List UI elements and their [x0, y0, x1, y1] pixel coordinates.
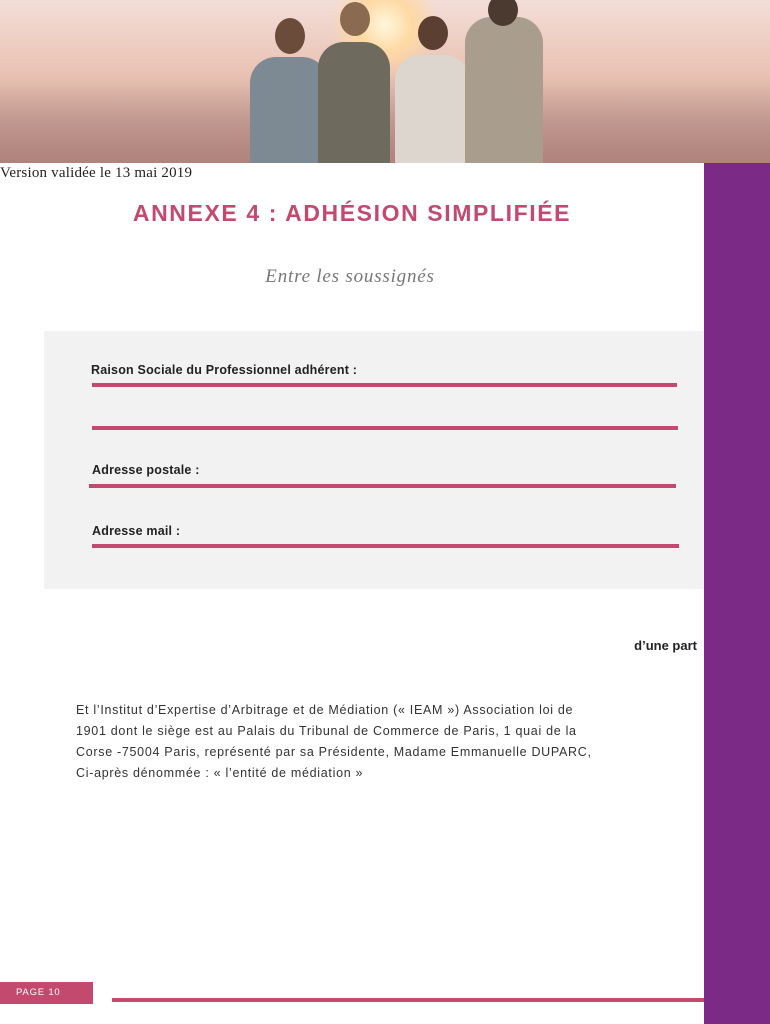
person-silhouette [318, 42, 390, 163]
adresse-mail-field[interactable] [92, 544, 679, 548]
header-photo [0, 0, 770, 163]
page-number-badge: PAGE 10 [0, 982, 93, 1004]
side-bar [704, 163, 770, 1024]
raison-sociale-field-line-2[interactable] [92, 426, 678, 430]
adresse-postale-label: Adresse postale : [92, 463, 200, 477]
paragraph-line: 1901 dont le siège est au Palais du Tribunal de Commerce de Paris, 1 quai de la [76, 724, 577, 738]
document-title: ANNEXE 4 : ADHÉSION SIMPLIFIÉE [132, 200, 572, 226]
document-subtitle: Entre les soussignés [265, 266, 435, 287]
person-head [340, 2, 370, 36]
person-silhouette [250, 57, 328, 163]
person-silhouette [395, 55, 470, 163]
paragraph-line: Ci-après dénommée : « l’entité de médiation » [76, 766, 364, 780]
footer-divider [112, 998, 704, 1002]
version-text: Version validée le 13 mai 2019 [0, 165, 193, 181]
person-silhouette [465, 17, 543, 163]
raison-sociale-label: Raison Sociale du Professionnel adhérent : [91, 363, 358, 377]
adresse-mail-label: Adresse mail : [92, 524, 181, 538]
person-head [275, 18, 305, 54]
paragraph-line: Corse -75004 Paris, représenté par sa Présidente, Madame Emmanuelle DUPARC, [76, 745, 592, 759]
party-label: d’une part [634, 638, 697, 653]
adresse-postale-field[interactable] [89, 484, 676, 488]
raison-sociale-field[interactable] [92, 383, 677, 387]
institution-paragraph [76, 700, 656, 784]
person-head [418, 16, 448, 50]
paragraph-line: Et l’Institut d’Expertise d’Arbitrage et de Médiation (« IEAM ») Association loi de [76, 703, 574, 717]
